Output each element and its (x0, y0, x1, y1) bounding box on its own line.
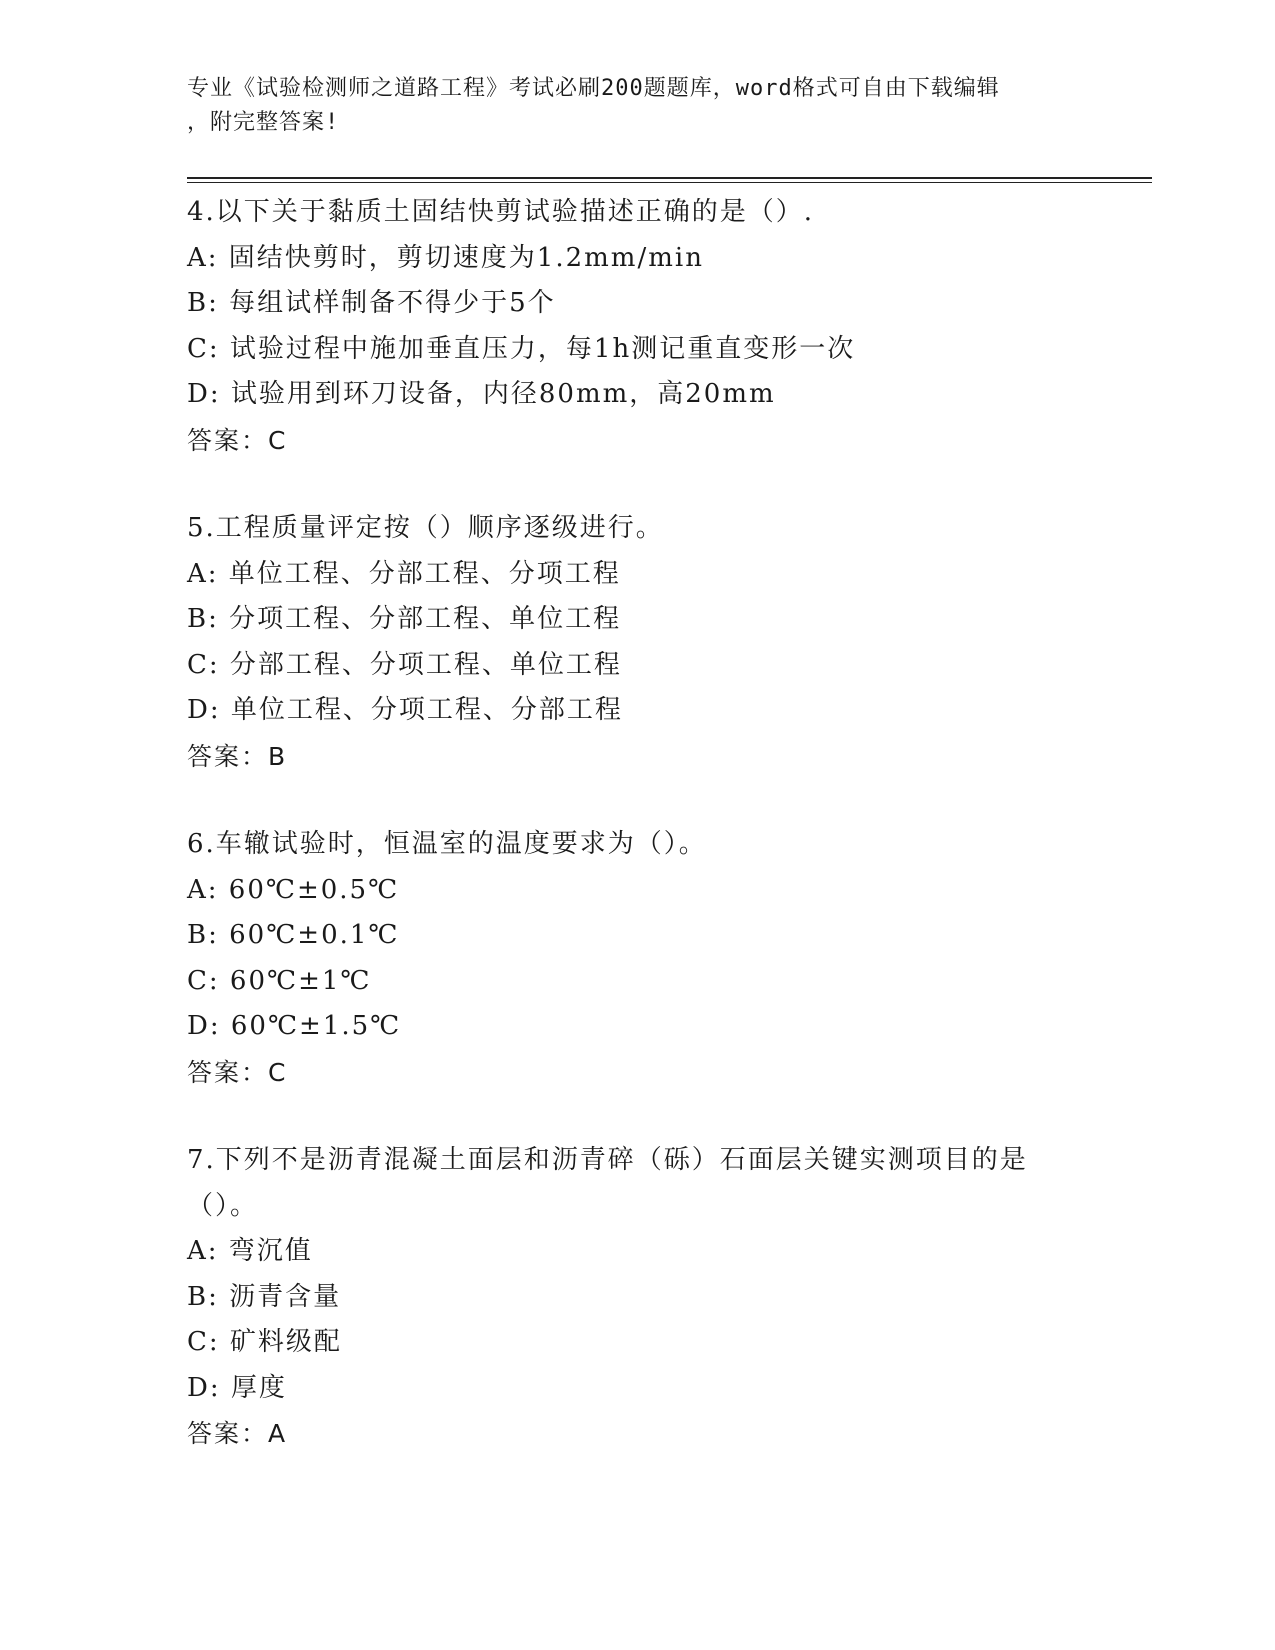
question-stem: 6.车辙试验时，恒温室的温度要求为（）。 (187, 829, 707, 859)
option-d: D: 试验用到环刀设备，内径80mm，高20mm (187, 379, 776, 409)
option-c: C: 分部工程、分项工程、单位工程 (187, 649, 622, 680)
answer: 答案：A (187, 1419, 288, 1448)
question-4 (187, 190, 1087, 463)
header-line-2: ，附完整答案! (187, 110, 340, 135)
option-a: A: 单位工程、分部工程、分项工程 (187, 558, 621, 589)
option-d: D: 厚度 (187, 1372, 287, 1403)
question-stem: 4.以下关于黏质土固结快剪试验描述正确的是（）. (187, 197, 815, 227)
option-b: B: 60℃±0.1℃ (187, 920, 400, 950)
question-list (187, 190, 1087, 1500)
option-b: B: 沥青含量 (187, 1281, 342, 1312)
option-a: A: 固结快剪时，剪切速度为1.2mm/min (187, 242, 704, 273)
header-divider-thin (187, 182, 1152, 183)
question-stem: 7.下列不是沥青混凝土面层和沥青碎（砾）石面层关键实测项目的是（）。 (187, 1145, 1028, 1221)
question-5 (187, 506, 1087, 779)
option-c: C: 60℃±1℃ (187, 965, 372, 996)
question-stem: 5.工程质量评定按（）顺序逐级进行。 (187, 513, 664, 543)
option-a: A: 弯沉值 (187, 1236, 313, 1266)
answer: 答案：B (187, 741, 288, 771)
option-d: D: 60℃±1.5℃ (187, 1011, 402, 1041)
answer: 答案：C (187, 425, 288, 455)
question-7 (187, 1138, 1087, 1457)
question-6 (187, 822, 1087, 1095)
header-divider-thick (187, 177, 1152, 179)
option-b: B: 分项工程、分部工程、单位工程 (187, 604, 622, 634)
option-a: A: 60℃±0.5℃ (187, 874, 400, 905)
option-b: B: 每组试样制备不得少于5个 (187, 288, 556, 318)
option-c: C: 矿料级配 (187, 1327, 342, 1357)
option-d: D: 单位工程、分项工程、分部工程 (187, 695, 623, 725)
answer: 答案：C (187, 1057, 288, 1087)
option-c: C: 试验过程中施加垂直压力，每1h测记重直变形一次 (187, 333, 856, 364)
document-header (187, 72, 1067, 140)
header-line-1: 专业《试验检测师之道路工程》考试必刷200题题库，word格式可自由下载编辑 (187, 76, 1000, 101)
